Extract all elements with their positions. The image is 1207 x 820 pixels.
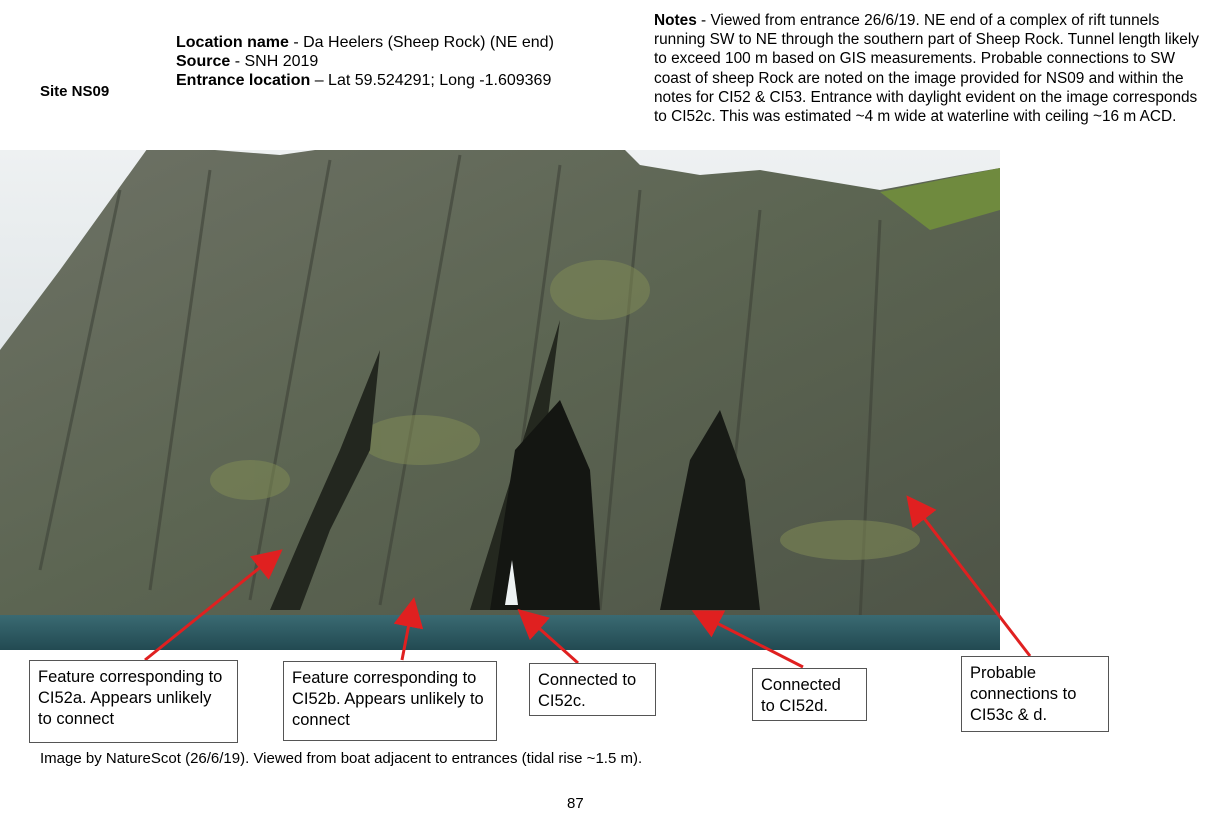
callout-ci52b: Feature corresponding to CI52b. Appears unlikely to connect [283,661,497,741]
source-value: - SNH 2019 [230,53,319,70]
callout-ci52c: Connected to CI52c. [529,663,656,716]
arrow-ci52a [145,553,278,660]
entrance-label: Entrance location [176,72,311,89]
notes-label: Notes [654,12,697,29]
callout-ci52a: Feature corresponding to CI52a. Appears unlikely to connect [29,660,238,743]
page-number: 87 [567,795,584,812]
callout-ci53: Probable connections to CI53c & d. [961,656,1109,732]
callout-ci52d: Connected to CI52d. [752,668,867,721]
entrance-value: – Lat 59.524291; Long -1.609369 [310,72,552,89]
location-name-label: Location name [176,34,289,51]
source-label: Source [176,53,231,70]
location-name-value: - Da Heelers (Sheep Rock) (NE end) [288,34,554,51]
arrow-ci53 [910,500,1030,656]
notes-text: - Viewed from entrance 26/6/19. NE end of a complex of rift tunnels running SW to NE through the southern part of Sheep Rock. Tunnel length likely to exceed 100 m based on GIS measurements. Probable connections to SW coast of sheep Rock are noted on the image provided for NS09 and within the notes for CI52 & CI53. Entrance with daylight evident on the image corresponds to CI52c. This was estimated ~4 m wide at waterline with ceiling ~16 m ACD. [654,12,1199,126]
arrow-ci52b [402,603,413,660]
image-caption: Image by NatureScot (26/6/19). Viewed from boat adjacent to entrances (tidal rise ~1.5 m). [40,750,643,767]
arrow-ci52c [522,613,578,663]
site-label: Site NS09 [40,83,110,100]
arrow-ci52d [697,613,803,667]
